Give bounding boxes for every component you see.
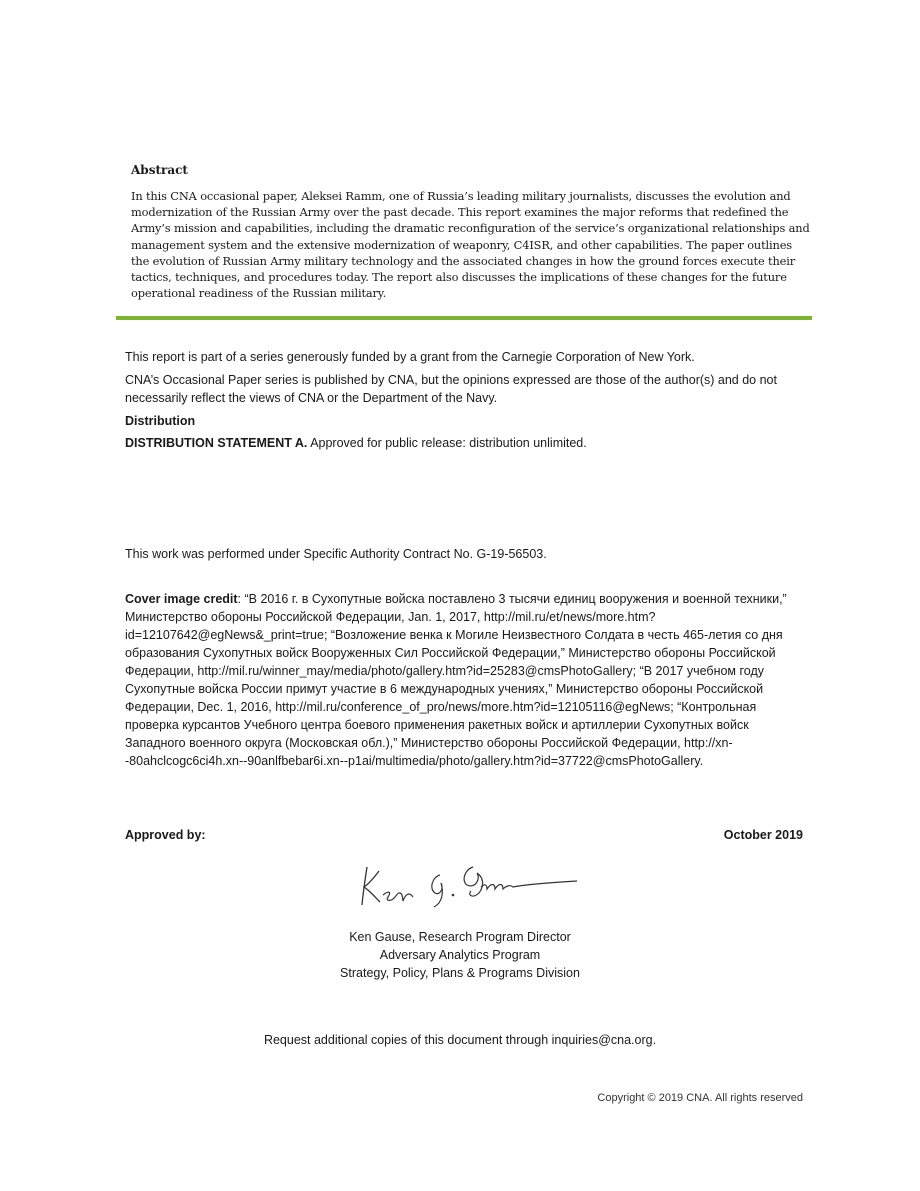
distribution-statement — [125, 434, 807, 452]
approved-by-label: Approved by: — [125, 828, 206, 842]
cover-image-credit — [125, 590, 807, 770]
copyright-notice: Copyright © 2019 CNA. All rights reserved — [597, 1092, 803, 1104]
approver-name-title: Ken Gause, Research Program Director — [349, 930, 571, 944]
abstract-body: In this CNA occasional paper, Aleksei Ramm, one of Russia’s leading military journalists, discusses the evolution and modernization of the Russian Army over the past decade. This report examines the major reforms that redefined the Army’s mission and capabilities, including the dramatic reconfiguration of the service’s organizational relationships and management system and the extensive modernization of weaponry, C4ISR, and other capabilities. The paper outlines the evolution of Russian Army military technology and the associated changes in how the ground forces execute their tactics, techniques, and procedures today. The report also discusses the implications of these changes for the future operational readiness of the Russian military. — [131, 189, 810, 301]
approval-date: October 2019 — [723, 828, 803, 842]
contract-note: This work was performed under Specific Authority Contract No. G-19-56503. — [125, 547, 547, 561]
distribution-statement-label: DISTRIBUTION STATEMENT A. — [125, 436, 308, 450]
distribution-heading: Distribution — [125, 414, 196, 428]
approver-division: Strategy, Policy, Plans & Programs Division — [340, 966, 580, 980]
series-note: CNA’s Occasional Paper series is published by CNA, but the opinions expressed are those of the author(s) and do not necessarily reflect the views of CNA or the Department of the Navy. — [125, 373, 777, 405]
signature-image — [345, 855, 580, 915]
distribution-statement-text: Approved for public release: distribution unlimited. — [307, 436, 587, 450]
abstract-heading: Abstract — [131, 163, 188, 177]
cover-credit-label: Cover image credit — [125, 592, 238, 606]
funding-note: This report is part of a series generously funded by a grant from the Carnegie Corporation of New York. — [125, 350, 695, 364]
green-divider — [116, 316, 812, 320]
abstract-section — [131, 162, 811, 301]
cover-credit-text: : “В 2016 г. в Сухопутные войска поставлено 3 тысячи единиц вооружения и военной техники,” Министерство обороны Российской Федерации, Jan. 1, 2017, http://mil.ru/et/news/more.htm?id=12107642@egNews&_print=true; “Возложение венка к Могиле Неизвестного Солдата в честь 465-летия со дня образования Сухопутных войск Вооруженных Сил Российской Федерации,” Министерство обороны Российской Федерации, http://mil.ru/winner_may/media/photo/gallery.htm?id=25283@cmsPhotoGallery; “В 2017 учебном году Сухопутные войска России примут участие в 6 международных учениях,” Министерство обороны Российской Федерации, Dec. 1, 2016, http://mil.ru/conference_of_pro/news/more.htm?id=12105116@egNews; “Контрольная проверка курсантов Учебного центра боевого применения ракетных войск и артиллерии Сухопутных войск Западного военного округа (Московская обл.),” Министерство обороны Российской Федерации, http://xn--80ahclcogc6ci4h.xn--90anlfbebar6i.xn--p1ai/multimedia/photo/gallery.htm?id=37722@cmsPhotoGallery. — [125, 592, 787, 768]
approver-program: Adversary Analytics Program — [379, 948, 541, 962]
request-copies-note: Request additional copies of this document through inquiries@cna.org. — [263, 1033, 657, 1047]
